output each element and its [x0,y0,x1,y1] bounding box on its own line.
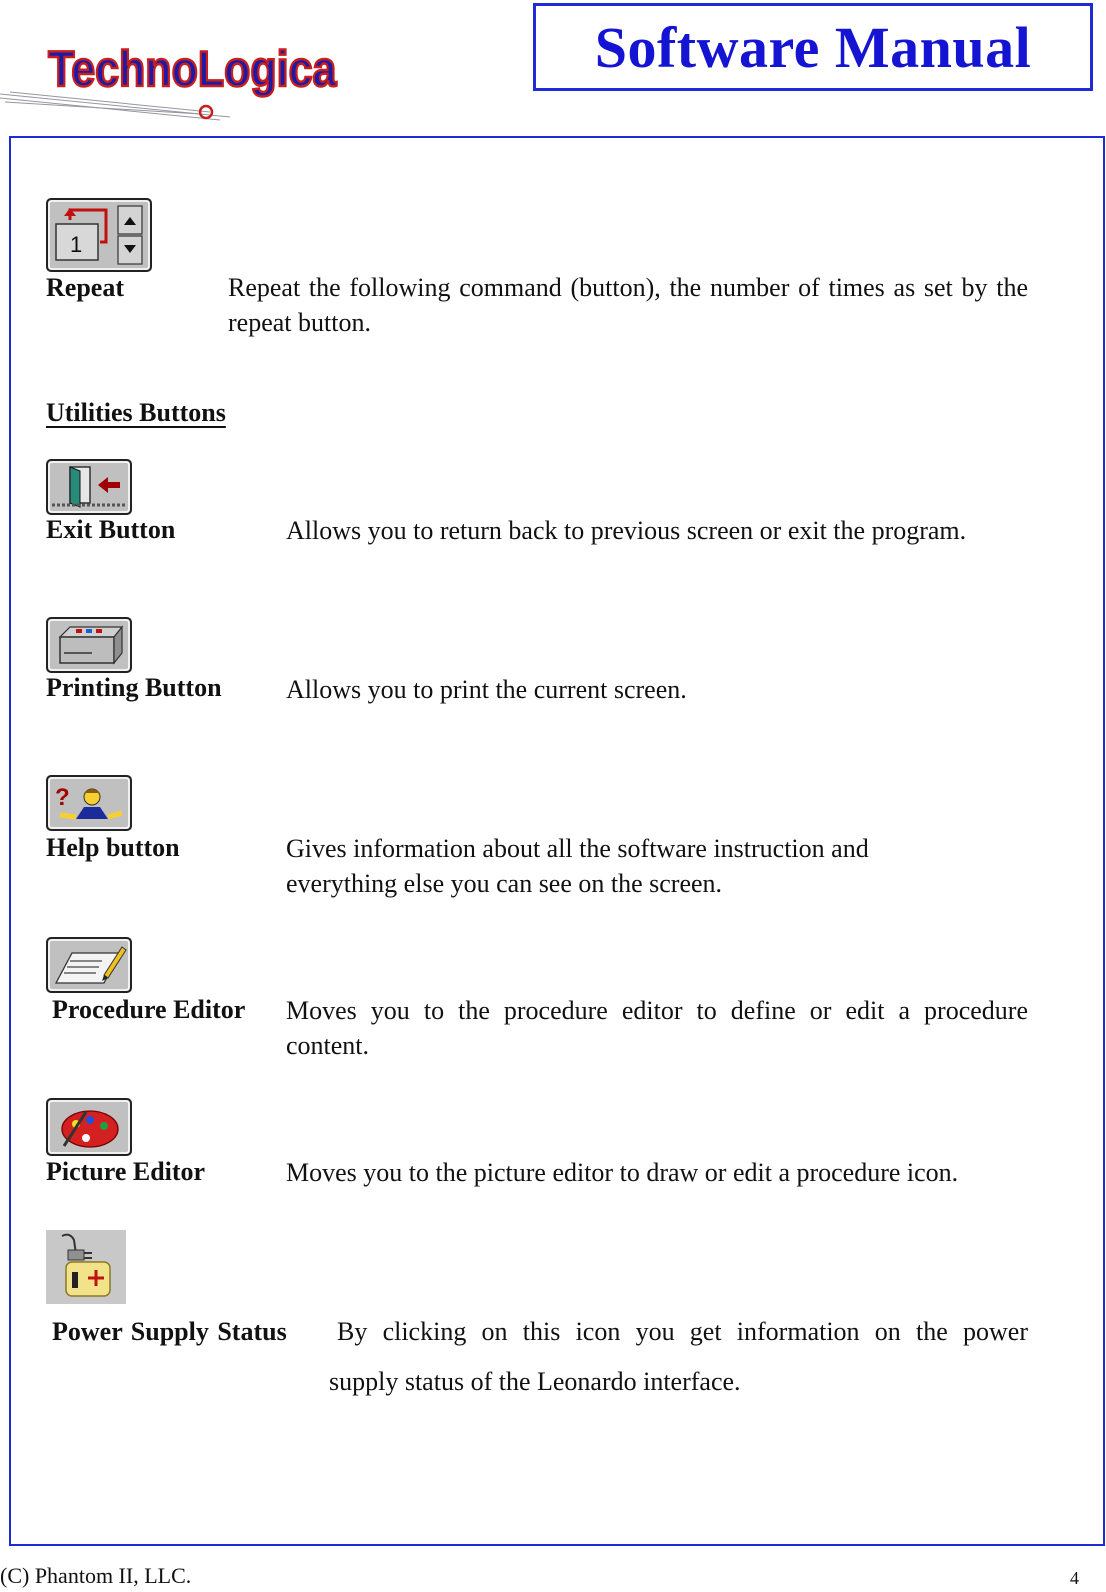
footer-copyright: (C) Phantom II, LLC. [0,1563,192,1588]
palette-icon[interactable] [46,1098,132,1161]
exit-button-description: Allows you to return back to previous screen or exit the program. [286,516,967,545]
picture-editor-label: Picture Editor [46,1157,206,1186]
help-person-icon[interactable] [46,775,132,836]
printing-button-label: Printing Button [46,673,222,702]
power-supply-status-description-line1: By clicking on this icon you get information on the power [337,1317,1028,1346]
svg-text:1: 1 [70,232,83,257]
exit-door-icon[interactable] [46,459,132,520]
manual-title-box [533,3,1093,91]
power-supply-icon[interactable] [46,1230,126,1309]
help-button-label: Help button [46,833,180,862]
section-title: Utilities Buttons [46,398,226,427]
help-button-description: Gives information about all the software instruction and everything else you can see on the screen. [286,834,869,898]
power-supply-status-label: Power Supply Status [52,1317,287,1346]
svg-text:TechnoLogica: TechnoLogica [48,40,337,97]
procedure-editor-label: Procedure Editor [52,995,246,1024]
picture-editor-description: Moves you to the picture editor to draw or edit a procedure icon. [286,1158,959,1187]
footer-page-number: 4 [1070,1568,1079,1588]
power-supply-status-description-line2: supply status of the Leonardo interface. [329,1367,741,1396]
technologica-logo [0,14,337,124]
printing-button-description: Allows you to print the current screen. [286,675,687,704]
procedure-editor-description: Moves you to the procedure editor to define or edit a procedure content. [286,996,1028,1060]
manual-title: Software Manual [594,14,1032,80]
repeat-description: Repeat the following command (button), the number of times as set by the repeat button. [228,273,1028,337]
repeat-counter-icon[interactable] [46,198,152,277]
printer-icon[interactable] [46,617,132,678]
svg-text:?: ? [55,784,70,811]
repeat-label: Repeat [46,273,124,302]
procedure-editor-icon[interactable] [46,937,132,998]
exit-button-label: Exit Button [46,515,176,544]
